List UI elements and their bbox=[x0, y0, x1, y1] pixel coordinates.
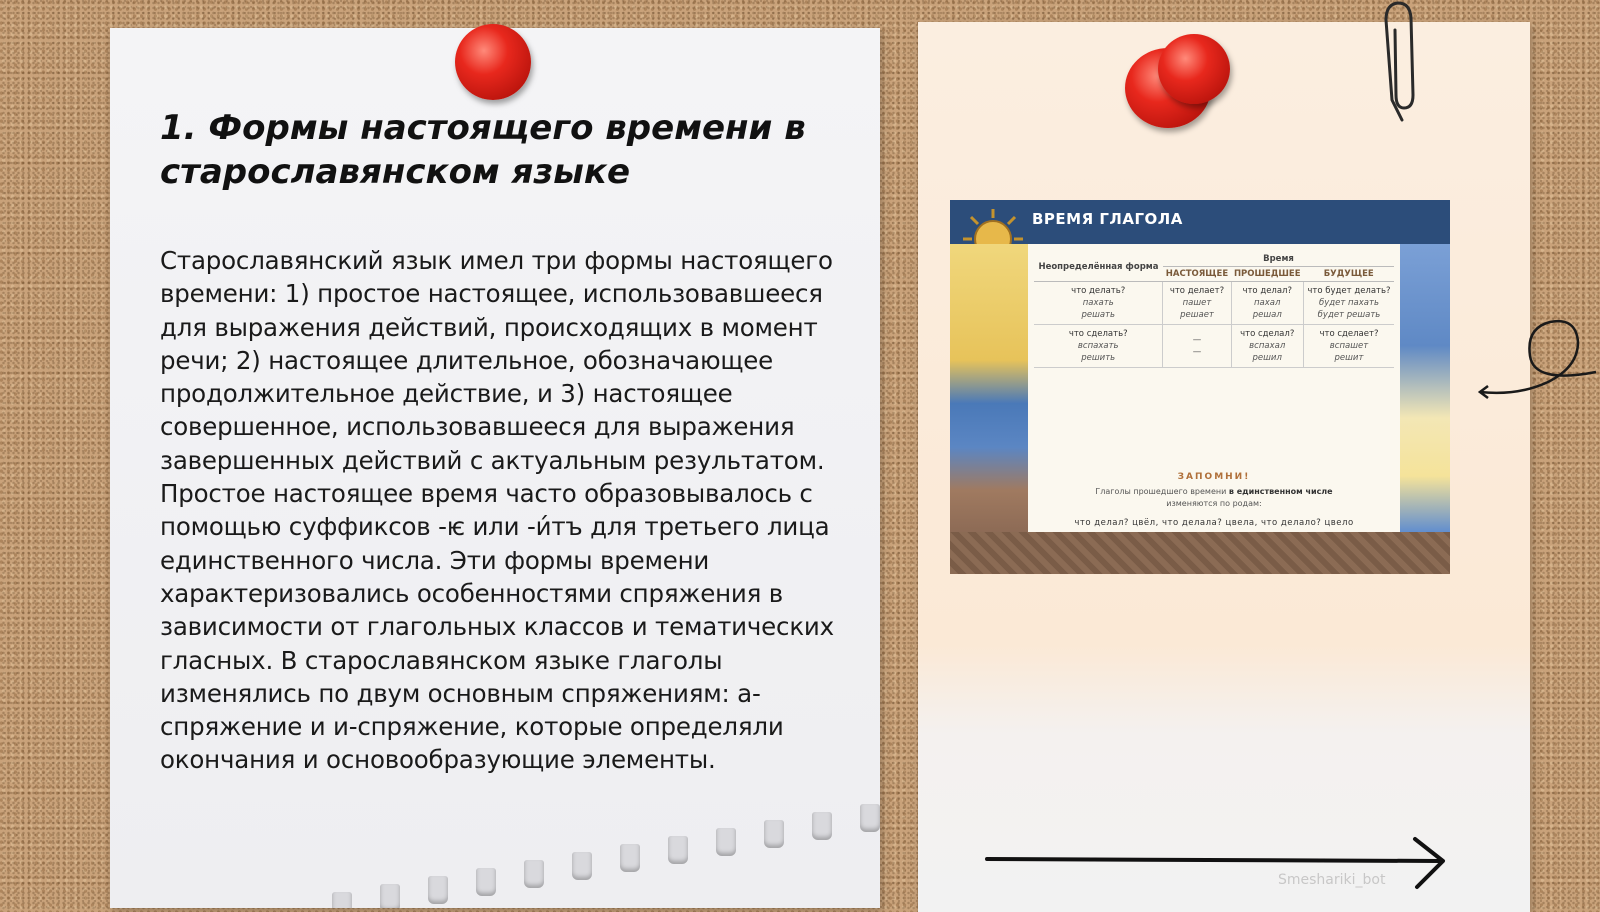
rule-examples: что делал? цвёл, что делала? цвела, что делало? цвело bbox=[1074, 518, 1354, 528]
table-row: что сделать? вспахать решить — — что сделал? вспахал решил что сделает? вспашет решит bbox=[1034, 325, 1394, 368]
watermark: Smeshariki_bot bbox=[1278, 872, 1386, 888]
torn-notebook-edge bbox=[300, 798, 900, 908]
table-row: что делать? пахать решать что делает? пашет решает что делал? пахал решал что будет делать? будет пахать будет решать bbox=[1034, 282, 1394, 325]
textbook-image bbox=[950, 200, 1450, 574]
col-past-header: ПРОШЕДШЕЕ bbox=[1231, 267, 1303, 282]
tense-group-header: Время bbox=[1163, 252, 1394, 267]
decorative-floor bbox=[950, 532, 1450, 574]
remember-label: ЗАПОМНИ! bbox=[1177, 472, 1251, 482]
col-infinitive-header: Неопределённая форма bbox=[1034, 252, 1163, 282]
image-heading: ВРЕМЯ ГЛАГОЛА bbox=[1032, 210, 1183, 228]
left-paper-card bbox=[110, 28, 880, 908]
red-pushpin-icon bbox=[1158, 34, 1230, 104]
swirl-arrow-icon bbox=[1478, 312, 1598, 412]
red-pushpin-icon bbox=[455, 24, 531, 100]
col-future-header: БУДУЩЕЕ bbox=[1303, 267, 1394, 282]
paperclip-icon bbox=[1380, 0, 1420, 125]
decorative-strip-right bbox=[1400, 244, 1450, 534]
verb-tense-sheet bbox=[1028, 244, 1400, 532]
rule-text: Глаголы прошедшего времени в единственном числе изменяются по родам: bbox=[1095, 487, 1333, 508]
verb-tense-table bbox=[1034, 252, 1394, 368]
decorative-strip-left bbox=[950, 244, 1028, 534]
page-title: 1. Формы настоящего времени в старославянском языке bbox=[160, 108, 806, 192]
col-present-header: НАСТОЯЩЕЕ bbox=[1163, 267, 1231, 282]
body-paragraph: Старославянский язык имел три формы настоящего времени: 1) простое настоящее, использовавшееся для выражения действий, происходящих в момент речи; 2) настоящее длительное, обозначающее продолжительное действие, и 3) настоящее совершенное, использовавшееся для выражения завершенных действий с актуальным результатом. Простое настоящее время часто образовывалось с помощью суффиксов -ѥ или -и́тъ для третьего лица единственного числа. Эти формы времени характеризовались особенностями спряжения в зависимости от глагольных классов и тематических гласных. В старославянском языке глаголы изменялись по двум основным спряжениям: а-спряжение и и-спряжение, которые определяли окончания и основообразующие элементы. bbox=[160, 246, 834, 775]
